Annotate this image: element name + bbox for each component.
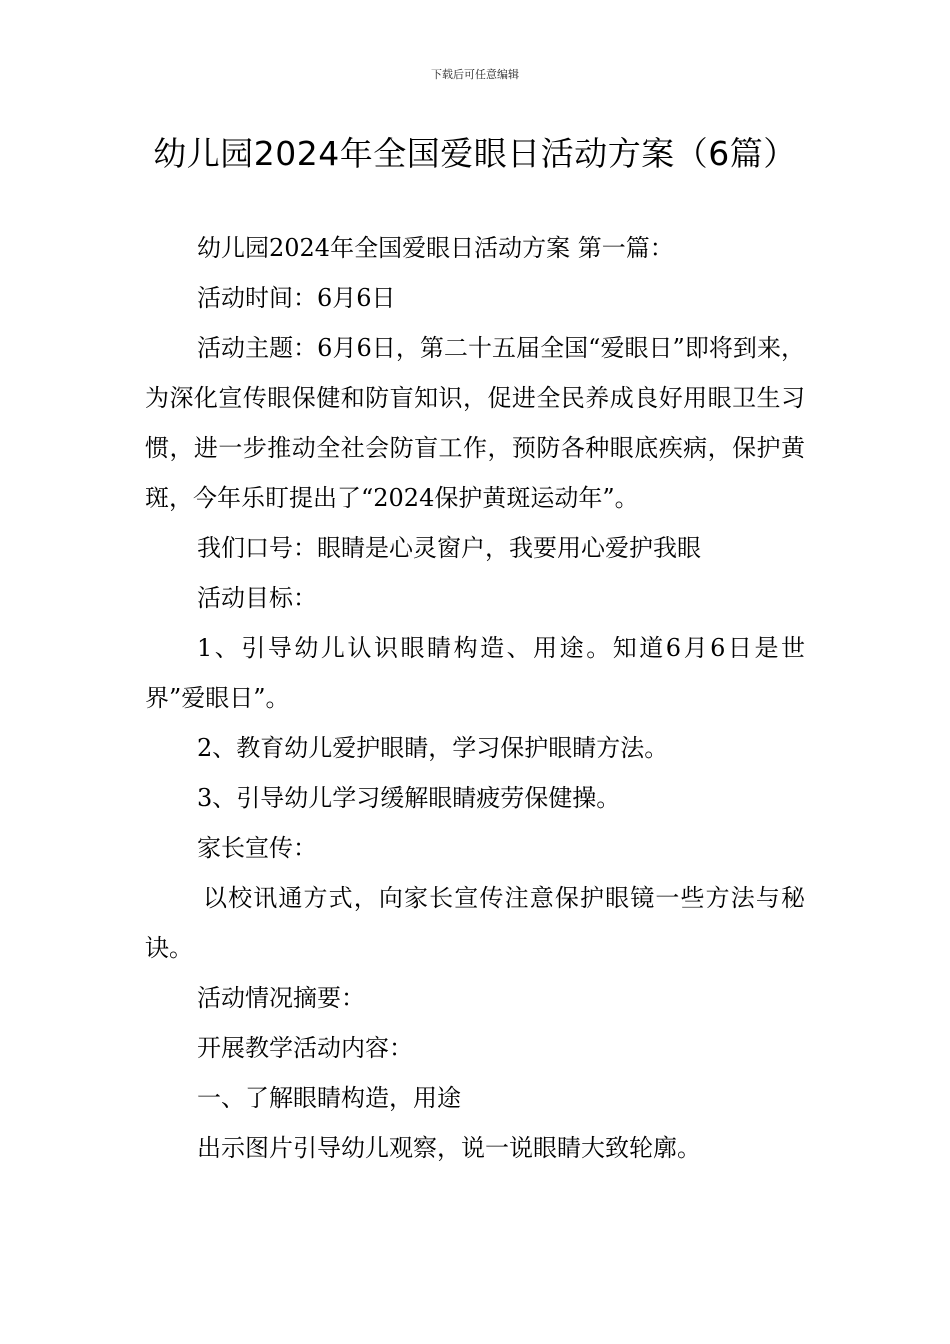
paragraph: 活动时间：6月6日 [197, 284, 396, 312]
paragraph: 一、了解眼睛构造，用途 [197, 1084, 461, 1112]
paragraph: 开展教学活动内容： [197, 1034, 413, 1062]
paragraph: 幼儿园2024年全国爱眼日活动方案 第一篇： [197, 234, 674, 262]
paragraph: 以校讯通方式，向家长宣传注意保护眼镜一些方法与秘诀。 [145, 884, 805, 962]
paragraph: 2、教育幼儿爱护眼睛，学习保护眼睛方法。 [197, 734, 669, 762]
document-body [145, 223, 805, 1173]
header-note: 下载后可任意编辑 [431, 68, 519, 81]
document-title: 幼儿园2024年全国爱眼日活动方案（6篇） [153, 134, 797, 173]
paragraph: 我们口号：眼睛是心灵窗户，我要用心爱护我眼 [197, 534, 701, 562]
paragraph: 出示图片引导幼儿观察，说一说眼睛大致轮廓。 [197, 1134, 701, 1162]
paragraph: 活动目标： [197, 584, 317, 612]
paragraph: 活动主题：6月6日，第二十五届全国“爱眼日”即将到来，为深化宣传眼保健和防盲知识，促进全民养成良好用眼卫生习惯，进一步推动全社会防盲工作，预防各种眼底疾病，保护黄斑，今年乐盯提出了“2024保护黄斑运动年”。 [145, 334, 805, 512]
paragraph: 家长宣传： [197, 834, 317, 862]
paragraph: 活动情况摘要： [197, 984, 365, 1012]
paragraph: 3、引导幼儿学习缓解眼睛疲劳保健操。 [197, 784, 621, 812]
paragraph: 1、引导幼儿认识眼睛构造、用途。知道6月6日是世界”爱眼日”。 [145, 634, 805, 712]
